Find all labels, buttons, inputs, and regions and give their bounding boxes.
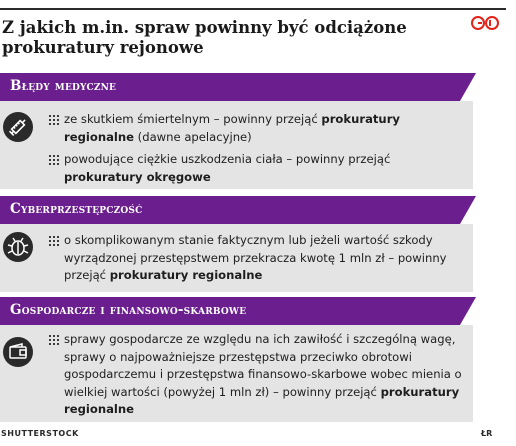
section-title: Błędy medyczne xyxy=(10,78,117,94)
footer-author: ŁR xyxy=(481,429,493,438)
bullet-bold: prokuratury regionalne xyxy=(64,384,460,416)
section-panel-bledy-medyczne xyxy=(0,101,473,189)
top-rule xyxy=(0,8,506,10)
bullet-grid-icon xyxy=(49,115,59,125)
footer-source: SHUTTERSTOCK xyxy=(1,429,79,438)
bullet-grid-icon xyxy=(49,335,59,345)
bullet-bold: prokuratury regionalne xyxy=(109,268,263,282)
list-item xyxy=(49,331,464,419)
list-item xyxy=(49,151,464,186)
section-title: Cyberprzestępczość xyxy=(10,201,143,217)
syringe-icon xyxy=(3,112,33,142)
bullet-grid-icon xyxy=(49,236,59,246)
bullet-bold: prokuratury okręgowe xyxy=(64,169,211,184)
bullet-after: (dawne apelacyjne) xyxy=(134,129,252,144)
bullet-bold: prokuratury regionalne xyxy=(64,112,400,144)
bullet-text: powodujące ciężkie uszkodzenia ciała – powinny przejąć xyxy=(64,152,391,166)
virus-icon xyxy=(3,232,33,262)
bullet-text: o skomplikowanym stanie faktycznym lub jeżeli wartość szkody wyrządzonej przestępstwem przekracza kwotę 1 mln zł – powinny przejąć xyxy=(64,233,447,282)
section-header-bledy-medyczne xyxy=(0,73,476,101)
section-header-gospodarcze xyxy=(0,297,476,325)
section-panel-gospodarcze xyxy=(0,325,473,422)
list-item xyxy=(49,111,464,146)
infographic-title: Z jakich m.in. spraw powinny być odciążone prokuratury rejonowe xyxy=(2,18,407,57)
list-item xyxy=(49,232,464,285)
section-header-cyberprzestepczosc xyxy=(0,196,476,224)
bullet-text: sprawy gospodarcze ze względu na ich zawiłość i szczególną wagę, sprawy o najpoważniejsze przestępstwa przeciwko obrotowi gospodarczemu i przestępstwa finansowo-skarbowe wobec mienia o wielkiej wartości (powyżej 1 mln zł) – powinny przejąć xyxy=(64,332,462,399)
bullet-grid-icon xyxy=(49,155,59,165)
bullet-text: ze skutkiem śmiertelnym – powinny przejąć xyxy=(64,112,322,126)
gp-logo xyxy=(470,16,500,30)
wallet-icon xyxy=(3,337,33,367)
section-panel-cyberprzestepczosc xyxy=(0,224,473,292)
section-title: Gospodarcze i finansowo-skarbowe xyxy=(10,302,247,318)
